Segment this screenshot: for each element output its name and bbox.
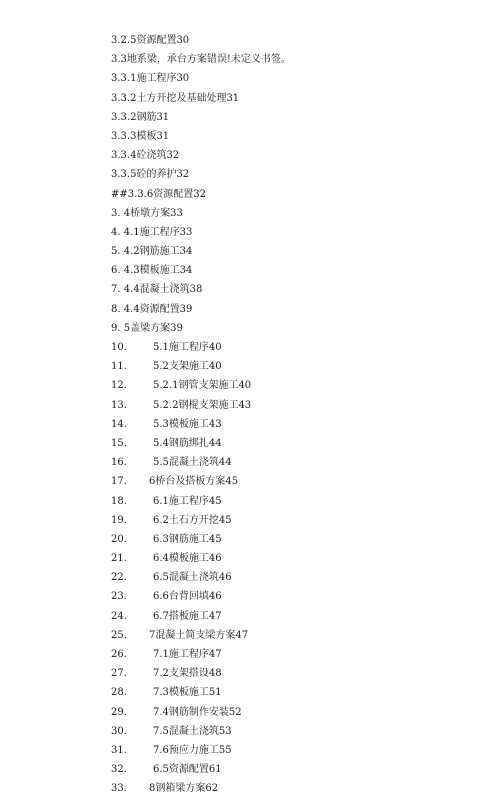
toc-entry-text: 6.5混凝土浇筑46 xyxy=(153,572,232,584)
toc-entry-numbered xyxy=(111,568,291,587)
toc-entry: 7. 4.4混凝土浇筑38 xyxy=(111,284,203,296)
toc-entry-text: 6.2土石方开挖45 xyxy=(153,514,232,526)
toc-entry-numbered xyxy=(111,741,291,760)
toc-entry-numbered xyxy=(111,530,291,549)
toc-entry-numbered xyxy=(111,664,291,683)
table-of-contents xyxy=(111,31,291,799)
toc-entry-text: 5.5混凝土浇筑44 xyxy=(153,457,232,469)
toc-entry: 3.3.1施工程序30 xyxy=(111,73,190,85)
toc-entry-numbered xyxy=(111,779,291,798)
toc-entry-text: 6.1施工程序45 xyxy=(153,495,222,507)
toc-entry-text: 6.6台背回填46 xyxy=(153,591,222,603)
toc-entry: 3. 4桥墩方案33 xyxy=(111,207,183,219)
toc-entry-numbered xyxy=(111,511,291,530)
toc-entry-number: 11. xyxy=(111,361,127,373)
toc-entry-numbered xyxy=(111,626,291,645)
toc-entry-text: 7.2支架搭设48 xyxy=(153,668,222,680)
toc-entry-number: 22. xyxy=(111,572,127,584)
toc-entry-number: 28. xyxy=(111,687,127,699)
toc-entry-number: 29. xyxy=(111,706,127,718)
toc-entry: 3.2.5资源配置30 xyxy=(111,35,190,46)
toc-entry-number: 10. xyxy=(111,342,127,353)
toc-entry-text: 6.5资源配置61 xyxy=(153,764,222,776)
toc-entry: 5. 4.2钢筋施工34 xyxy=(111,246,193,258)
toc-entry-numbered xyxy=(111,376,291,395)
toc-entry-numbered xyxy=(111,472,291,491)
toc-entry-text: 5.3模板施工43 xyxy=(153,418,222,430)
toc-entry: 3.3地系梁，承台方案错误!未定义书签。 xyxy=(111,54,291,66)
toc-entry-number: 12. xyxy=(111,380,127,392)
toc-entry-numbered xyxy=(111,357,291,376)
toc-entry-numbered xyxy=(111,587,291,606)
toc-entry: 6. 4.3模板施工34 xyxy=(111,265,193,277)
toc-entry-numbered xyxy=(111,415,291,434)
toc-entry-text: 5.2.1钢管支架施工40 xyxy=(153,380,252,392)
toc-entry-text: 7.6预应力施工55 xyxy=(153,744,232,756)
toc-entry-numbered xyxy=(111,549,291,568)
toc-entry-number: 26. xyxy=(111,649,127,660)
toc-entry-number: 15. xyxy=(111,437,127,449)
toc-entry-text: 6.3钢筋施工45 xyxy=(153,533,222,545)
toc-entry-numbered xyxy=(111,396,291,415)
toc-entry: 3.3.4砼浇筑32 xyxy=(111,150,180,162)
toc-entry-text: 7.3模板施工51 xyxy=(153,687,222,699)
toc-entry-text: 5.1施工程序40 xyxy=(153,342,222,353)
toc-entry: 4. 4.1施工程序33 xyxy=(111,226,193,238)
toc-entry-numbered xyxy=(111,683,291,702)
toc-entry-text: 7.4钢筋制作安装52 xyxy=(153,706,242,718)
toc-entry-number: 23. xyxy=(111,591,127,603)
toc-entry-text: 7.1施工程序47 xyxy=(153,649,222,660)
toc-entry-number: 30. xyxy=(111,725,127,737)
toc-entry-numbered xyxy=(111,760,291,779)
toc-entry-text: 5.2支架施工40 xyxy=(153,361,222,373)
toc-entry-numbered xyxy=(111,434,291,453)
toc-entry: 8. 4.4资源配置39 xyxy=(111,303,193,315)
toc-entry-text: 5.2.2钢棍支架施工43 xyxy=(153,399,252,411)
toc-entry-numbered xyxy=(111,492,291,511)
toc-entry-number: 21. xyxy=(111,553,127,565)
toc-entry-number: 25. xyxy=(111,629,127,641)
toc-entry-numbered xyxy=(111,703,291,722)
toc-entry-number: 14. xyxy=(111,418,127,430)
toc-entry-text: 6桥台及搭板方案45 xyxy=(149,476,239,488)
toc-entry-text: 6.4模板施工46 xyxy=(153,553,222,565)
toc-entry-text: 7.5混凝土浇筑53 xyxy=(153,725,232,737)
toc-entry-text: 5.4钢筋绑扎44 xyxy=(153,437,222,449)
toc-entry-number: 31. xyxy=(111,744,127,756)
toc-entry-numbered xyxy=(111,722,291,741)
toc-entry-number: 33. xyxy=(111,783,127,795)
toc-entry-numbered xyxy=(111,453,291,472)
toc-entry-number: 17. xyxy=(111,476,127,488)
toc-entry-text: 6.7搭板施工47 xyxy=(153,610,222,622)
toc-entry: ##3.3.6资源配置32 xyxy=(111,188,206,200)
toc-entry-number: 13. xyxy=(111,399,127,411)
toc-entry: 3.3.2钢筋31 xyxy=(111,111,170,123)
toc-entry-numbered xyxy=(111,338,291,357)
toc-entry-number: 20. xyxy=(111,533,127,545)
toc-entry-number: 19. xyxy=(111,514,127,526)
toc-entry-text: 8钢箱梁方案62 xyxy=(149,783,219,795)
toc-entry: 3.3.3模板31 xyxy=(111,130,170,142)
toc-entry: 9. 5盖梁方案39 xyxy=(111,322,183,334)
toc-entry-number: 32. xyxy=(111,764,127,776)
toc-entry-number: 16. xyxy=(111,457,127,469)
toc-entry: 3.3.2土方开挖及基础处理31 xyxy=(111,92,240,104)
toc-entry-numbered xyxy=(111,607,291,626)
toc-entry-number: 24. xyxy=(111,610,127,622)
toc-entry-numbered xyxy=(111,645,291,664)
toc-entry-number: 27. xyxy=(111,668,127,680)
toc-entry-text: 7混凝土简支梁方案47 xyxy=(149,629,249,641)
toc-entry: 3.3.5砼的养护32 xyxy=(111,169,190,181)
toc-entry-number: 18. xyxy=(111,495,127,507)
